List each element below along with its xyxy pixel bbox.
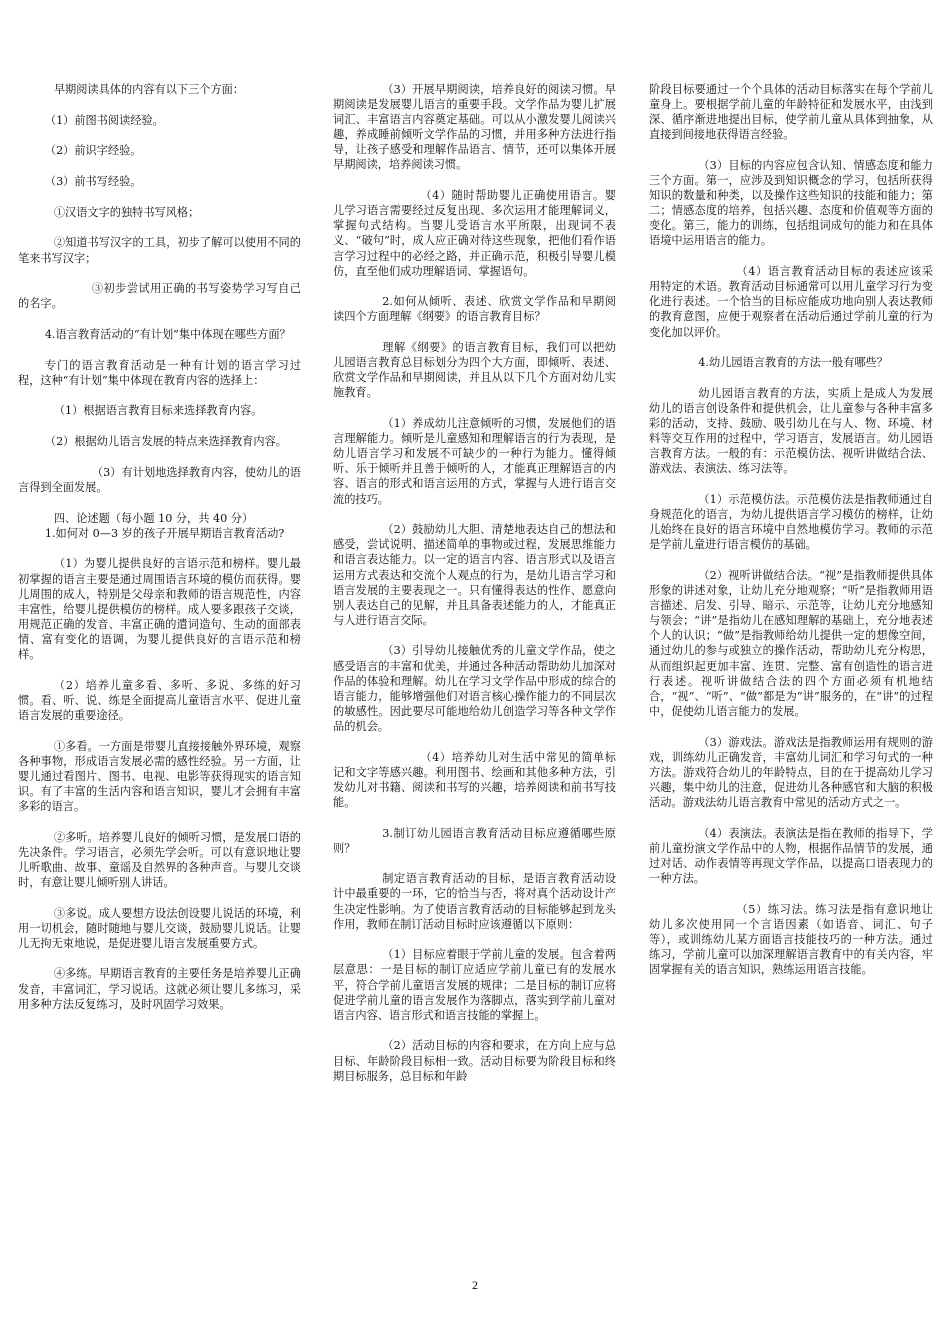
paragraph: ③初步尝试用正确的书写姿势学习写自己的名字。: [18, 282, 301, 311]
paragraph: （3）前书写经验。: [44, 175, 142, 189]
paragraph: （2）根据幼儿语言发展的特点来选择教育内容。: [44, 435, 287, 449]
paragraph: （1）根据语言教育目标来选择教育内容。: [53, 404, 263, 418]
paragraph: ②多听。培养婴儿良好的倾听习惯，是发展口语的先决条件。学习语言，必须先学会听。可以有意识地让婴儿听歌曲、故事、童谣及自然界的各种声音。与婴儿交谈时，有意让婴儿倾听别人讲话。: [18, 830, 301, 889]
paragraph: （1）为婴儿提供良好的言语示范和榜样。婴儿最初掌握的语言主要是通过周围语言环境的模仿而获得。婴儿周围的成人，特别是父母亲和教师的语言规范性，内容丰富性，给婴儿提供模仿的榜样。成人要多跟孩子交谈，用规范正确的发音、丰富正确的遣词造句、生动的面部表情、富有变化的语调，为婴儿提供良好的言语示范和榜样。: [18, 557, 301, 661]
paragraph: （3）开展早期阅读，培养良好的阅读习惯。早期阅读是发展婴儿语言的重要手段。文学作品为婴儿扩展词汇、丰富语言内容奠定基础。可以从小激发婴儿阅读兴趣，养成睡前倾听文学作品的习惯，并用多种方法进行指导，让孩子感受和理解作品语言、情节，还可以集体开展早期阅读，培养阅读习惯。: [333, 83, 616, 172]
page-number: 2: [472, 1278, 478, 1292]
paragraph: 阶段目标要通过一个个具体的活动目标落实在每个学前儿童身上。要根据学前儿童的年龄特征和发展水平，由浅到深、循序渐进地提出目标，使学前儿童从具体到抽象，从直接到间接地获得语言经验。: [649, 83, 933, 142]
paragraph: ①汉语文字的独特书写风格；: [53, 205, 200, 219]
paragraph: （2）鼓励幼儿大胆、清楚地表达自己的想法和感受，尝试说明、描述简单的事物或过程，发展思维能力和语言表达能力。以一定的语言内容、语言形式以及语言运用方式表达和交流个人观点的行为，是幼儿语言学习和语言发展的主要表现之一。只有懂得表达的性作、愿意向别人表达自己的见解，并且具备表述能力的人，才能真正与人进行语言交际。: [333, 523, 616, 627]
column-right: [649, 82, 933, 993]
paragraph: 制定语言教育活动的目标，是语言教育活动设计中最重要的一环，它的恰当与否，将对真个活动设计产生决定性影响。为了使语言教育活动的目标能够起到龙头作用，教师在制订活动目标时应该遵循以下原则：: [333, 872, 616, 931]
paragraph: ③多说。成人要想方设法创设婴儿说话的环境，利用一切机会，随时随地与婴儿交谈，鼓励婴儿说话。让婴儿无拘无束地说，是促进婴儿语言发展重要方式。: [18, 906, 301, 950]
paragraph: ②知道书写汉字的工具，初步了解可以使用不同的笔来书写汉字；: [18, 236, 301, 265]
question-heading: 1.如何对 0—3 岁的孩子开展早期语言教育活动?: [44, 526, 285, 540]
paragraph: （2）培养儿童多看、多听、多说、多练的好习惯。看、听、说、练是全面提高儿童语言水平、促进儿童语言发展的重要途径。: [18, 678, 301, 722]
question-heading: 4.幼儿园语言教育的方法一般有哪些？: [698, 356, 888, 370]
paragraph: （3）游戏法。游戏法是指教师运用有规则的游戏，训练幼儿正确发音，丰富幼儿词汇和学习句式的一种方法。游戏符合幼儿的年龄特点，目的在于提高幼儿学习兴趣，集中幼儿的注意，促进幼儿各种感官和大脑的积极活动。游戏法幼儿语言教育中常见的活动方式之一。: [649, 735, 933, 809]
question-heading: 4.语言教育活动的“有计划”集中体现在哪些方面？: [44, 328, 291, 341]
paragraph: （1）养成幼儿注意倾听的习惯，发展他们的语言理解能力。倾听是儿童感知和理解语言的行为表现，是幼儿语言学习和发展不可缺少的一种行为能力。懂得倾听、乐于倾听并且善于倾听的人，才能真正理解语言的内容、语言的形式和语言运用的方式，掌握与人进行语言交流的技巧。: [333, 417, 616, 506]
paragraph: （1）前图书阅读经验。: [44, 113, 164, 127]
question-heading: 3.制订幼儿园语言教育活动目标应遵循哪些原则？: [333, 826, 616, 855]
paragraph: （1）目标应着眼于学前儿童的发展。包含着两层意思：一是目标的制订应适应学前儿童已有的发展水平，符合学前儿童语言发展的规律；二是目标的制订应将促进学前儿童的语言发展作为落脚点，落实到学前儿童对语言内容、语言形式和语言技能的掌握上。: [333, 948, 616, 1022]
paragraph: 幼儿园语言教育的方法，实质上是成人为发展幼儿的语言创设条件和提供机会，让儿童参与各种丰富多彩的活动，支持、鼓励、吸引幼儿在与人、物、环境、材料等交互作用的过程中，学习语言，发展语言。幼儿园语言教育方法。一般的有：示范模仿法、视听讲做结合法、游戏法、表演法、练习法等。: [649, 386, 933, 476]
paragraph: （3）有计划地选择教育内容，使幼儿的语言得到全面发展。: [18, 465, 301, 494]
paragraph: （5）练习法。练习法是指有意识地让幼儿多次使用同一个言语因素（如语音、词汇、句子等），或训练幼儿某方面语言技能技巧的一种方法。通过练习，学前儿童可以加深理解语言教育中的有关内容，牢固掌握有关的语言知识，熟练运用语言技能。: [649, 902, 933, 976]
paragraph: （4）培养幼儿对生活中常见的简单标记和文字等感兴趣。利用图书、绘画和其他多种方法，引发幼儿对书籍、阅读和书写的兴趣，培养阅读和前书写技能。: [333, 750, 616, 809]
paragraph: （3）目标的内容应包含认知、情感态度和能力三个方面。第一，应涉及到知识概念的学习，包括所获得知识的数量和种类，以及操作这些知识的技能和能力；第二；情感态度的培养，包括兴趣、态度和价值观等方面的变化。第三，能力的训练，包括组词成句的能力和在具体语境中运用语言的能力。: [649, 158, 933, 248]
paragraph: 理解《纲要》的语言教育目标，我们可以把幼儿园语言教育总目标划分为四个大方面，即倾听、表述、欣赏文学作品和早期阅读，并且从以下几个方面对幼儿实施教育。: [333, 341, 616, 400]
section-heading: 四、论述题（每小题 10 分，共 40 分）: [53, 511, 254, 525]
paragraph: （2）前识字经验。: [44, 144, 142, 158]
paragraph: 专门的语言教育活动是一种有计划的语言学习过程，这种“有计划”集中体现在教育内容的选择上：: [18, 358, 301, 387]
paragraph: ④多练。早期语言教育的主要任务是培养婴儿正确发音，丰富词汇，学习说话。这就必须让婴儿多练习，采用多种方法反复练习，及时巩固学习效果。: [18, 967, 301, 1011]
paragraph: （4）表演法。表演法是指在教师的指导下，学前儿童扮演文学作品中的人物，根据作品情节的发展，通过对话、动作表情等再现文学作品，以提高口语表现力的一种方法。: [649, 826, 933, 885]
paragraph: （4）语言教育活动目标的表述应该采用特定的术语。教育活动目标通常可以用儿童学习行为变化进行表述。一个恰当的目标应能成功地向别人表达教师的教育意图，应便于观察者在活动后通过学前儿童的行为变化加以评价。: [649, 265, 933, 339]
paragraph: 早期阅读具体的内容有以下三个方面：: [53, 83, 245, 96]
question-heading: 2.如何从倾听、表述、欣赏文学作品和早期阅读四个方面理解《纲要》的语言教育目标？: [333, 295, 616, 324]
column-middle: [333, 82, 616, 1099]
paragraph: （1）示范模仿法。示范模仿法是指教师通过自身规范化的语言，为幼儿提供语言学习模仿的榜样，让幼儿始终在良好的语言环境中自然地模仿学习。教师的示范是学前儿童进行语言模仿的基础。: [649, 493, 933, 552]
paragraph: （4）随时帮助婴儿正确使用语言。婴儿学习语言需要经过反复出现、多次运用才能理解词义，掌握句式结构。当婴儿受语言水平所限，出现词不表义、“破句”时，成人应正确对待这些现象，把他们看作语言学习过程中的必经之路，并正确示范，积极引导婴儿模仿，直至他们成功理解语词、掌握语句。: [333, 189, 616, 278]
column-left: [18, 82, 301, 1027]
paragraph: （3）引导幼儿接触优秀的儿童文学作品，使之感受语言的丰富和优美，并通过各种活动帮助幼儿加深对作品的体验和理解。幼儿在学习文学作品中形成的综合的语言能力，能够增强他们对语言核心操作能力的不同层次的敏感性。因此要尽可能地给幼儿创造学习等各种文学作品的机会。: [333, 644, 616, 733]
paragraph: （2）视听讲做结合法。“视”是指教师提供具体形象的讲述对象，让幼儿充分地观察；“听”是指教师用语言描述、启发、引导、暗示、示范等，让幼儿充分地感知与领会；“讲”是指幼儿在感知理解的基础上，充分地表述个人的认识；“做”是指教师给幼儿提供一定的想像空间，通过幼儿的参与或独立的操作活动，帮助幼儿充分构思，从而组织起更加丰富、连贯、完整、富有创造性的语言进行表述。视听讲做结合法的四个方面必须有机地结合，“视”、“听”、“做”都是为“讲”服务的，在“讲”的过程中，促使幼儿语言能力的发展。: [649, 569, 933, 718]
paragraph: （2）活动目标的内容和要求，在方向上应与总目标、年龄阶段目标相一致。活动目标要为阶段目标和终期目标服务，总目标和年龄: [333, 1039, 616, 1083]
paragraph: ①多看。一方面是带婴儿直接接触外界环境，观察各种事物，形成语言发展必需的感性经验。另一方面，让婴儿通过看图片、图书、电视、电影等获得现实的语言知识。有了丰富的生活内容和语言知识，婴儿才会拥有丰富多彩的语言。: [18, 739, 301, 813]
